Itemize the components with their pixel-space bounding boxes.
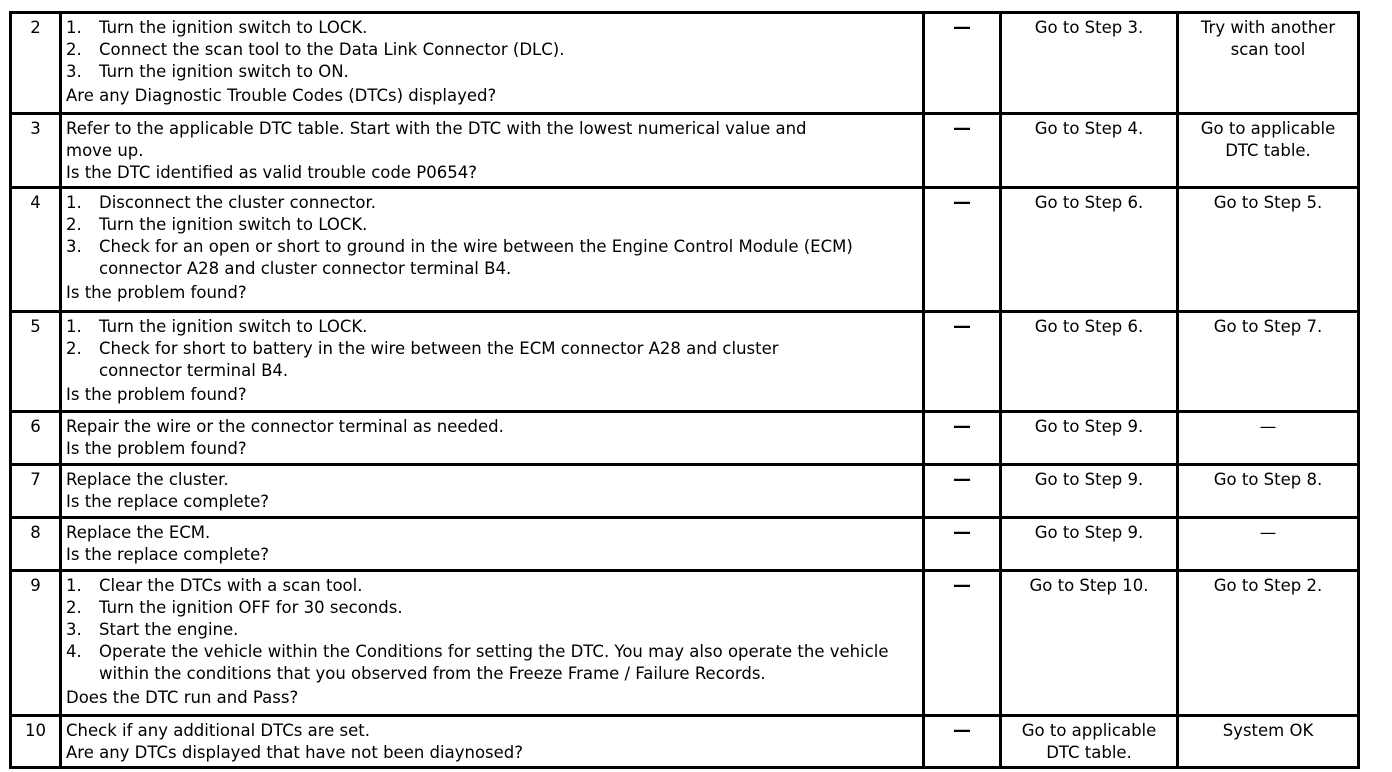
item-text: Turn the ignition switch to LOCK.: [99, 215, 368, 234]
item-text: Clear the DTCs with a scan tool.: [99, 576, 363, 595]
item-number: 1.: [66, 576, 82, 595]
yes-cell: Go to Step 6.: [1001, 312, 1178, 412]
action-text: move up.: [66, 141, 144, 160]
step-number: 2: [11, 13, 61, 114]
action-text: Refer to the applicable DTC table. Start with the DTC with the lowest numerical value and: [66, 119, 807, 138]
action-cell: [61, 312, 924, 412]
action-item: [66, 61, 918, 83]
item-text: Turn the ignition switch to LOCK.: [99, 317, 368, 336]
question-text: Is the replace complete?: [66, 492, 270, 511]
step-number: 4: [11, 188, 61, 312]
action-cell: [61, 13, 924, 114]
table-row: [11, 465, 1359, 518]
action-item: [66, 316, 918, 338]
yes-cell: Go to Step 6.: [1001, 188, 1178, 312]
action-item: [66, 17, 918, 39]
action-item: [66, 192, 918, 214]
table-row: [11, 518, 1359, 571]
yes-cell: Go to Step 9.: [1001, 518, 1178, 571]
no-cell: Go to applicable DTC table.: [1178, 114, 1359, 188]
question-text: Is the problem found?: [66, 385, 247, 404]
table-row: [11, 114, 1359, 188]
item-text: Operate the vehicle within the Conditions for setting the DTC. You may also operate the vehicle within the conditions that you observed from the Freeze Frame / Failure Records.: [99, 642, 889, 683]
no-cell: Go to Step 7.: [1178, 312, 1359, 412]
action-text: Repair the wire or the connector terminal as needed.: [66, 417, 504, 436]
action-cell: [61, 571, 924, 716]
item-number: 1.: [66, 317, 82, 336]
value-cell: —: [924, 716, 1001, 768]
action-text: Replace the ECM.: [66, 523, 211, 542]
item-text: Start the engine.: [99, 620, 239, 639]
action-cell: [61, 716, 924, 768]
step-number: 10: [11, 716, 61, 768]
item-text: Connect the scan tool to the Data Link Connector (DLC).: [99, 40, 565, 59]
table-row: [11, 412, 1359, 465]
item-text: Turn the ignition switch to ON.: [99, 62, 349, 81]
table-row: [11, 716, 1359, 768]
action-cell: [61, 114, 924, 188]
action-item: [66, 597, 918, 619]
no-cell: Go to Step 8.: [1178, 465, 1359, 518]
no-cell: —: [1178, 518, 1359, 571]
question-text: Are any Diagnostic Trouble Codes (DTCs) displayed?: [66, 86, 497, 105]
item-number: 2.: [66, 339, 82, 358]
item-number: 1.: [66, 193, 82, 212]
action-text: Replace the cluster.: [66, 470, 229, 489]
yes-cell: Go to Step 3.: [1001, 13, 1178, 114]
action-item: [66, 575, 918, 597]
step-number: 9: [11, 571, 61, 716]
item-number: 2.: [66, 215, 82, 234]
action-item: [66, 236, 918, 280]
step-number: 3: [11, 114, 61, 188]
value-cell: —: [924, 188, 1001, 312]
action-item: [66, 641, 918, 685]
action-text: Check if any additional DTCs are set.: [66, 721, 370, 740]
diagnostic-steps-table: [9, 11, 1360, 769]
action-item: [66, 619, 918, 641]
question-text: Is the replace complete?: [66, 545, 270, 564]
item-number: 3.: [66, 620, 82, 639]
yes-cell: Go to applicable DTC table.: [1001, 716, 1178, 768]
action-item: [66, 39, 918, 61]
diagnostic-table-page: [9, 11, 1357, 766]
item-number: 4.: [66, 642, 82, 661]
item-text: Check for short to battery in the wire between the ECM connector A28 and cluster connector terminal B4.: [99, 339, 779, 380]
table-row: [11, 13, 1359, 114]
step-number: 7: [11, 465, 61, 518]
value-cell: —: [924, 518, 1001, 571]
value-cell: —: [924, 571, 1001, 716]
value-cell: —: [924, 465, 1001, 518]
no-cell: —: [1178, 412, 1359, 465]
table-row: [11, 312, 1359, 412]
action-cell: [61, 188, 924, 312]
yes-cell: Go to Step 10.: [1001, 571, 1178, 716]
step-number: 5: [11, 312, 61, 412]
value-cell: —: [924, 412, 1001, 465]
yes-cell: Go to Step 9.: [1001, 465, 1178, 518]
question-text: Does the DTC run and Pass?: [66, 688, 299, 707]
no-cell: Go to Step 2.: [1178, 571, 1359, 716]
question-text: Is the problem found?: [66, 283, 247, 302]
item-number: 3.: [66, 62, 82, 81]
item-text: Turn the ignition OFF for 30 seconds.: [99, 598, 403, 617]
action-cell: [61, 518, 924, 571]
table-row: [11, 571, 1359, 716]
item-number: 3.: [66, 237, 82, 256]
action-cell: [61, 412, 924, 465]
item-number: 1.: [66, 18, 82, 37]
item-text: Disconnect the cluster connector.: [99, 193, 376, 212]
action-cell: [61, 465, 924, 518]
question-text: Are any DTCs displayed that have not been diaynosed?: [66, 743, 524, 762]
table-body: [11, 13, 1359, 768]
step-number: 6: [11, 412, 61, 465]
table-row: [11, 188, 1359, 312]
item-text: Check for an open or short to ground in the wire between the Engine Control Module (ECM) connector A28 and cluster connector terminal B4.: [99, 237, 853, 278]
item-text: Turn the ignition switch to LOCK.: [99, 18, 368, 37]
value-cell: —: [924, 114, 1001, 188]
question-text: Is the problem found?: [66, 439, 247, 458]
no-cell: System OK: [1178, 716, 1359, 768]
yes-cell: Go to Step 4.: [1001, 114, 1178, 188]
no-cell: Go to Step 5.: [1178, 188, 1359, 312]
step-number: 8: [11, 518, 61, 571]
action-item: [66, 338, 918, 382]
item-number: 2.: [66, 598, 82, 617]
question-text: Is the DTC identified as valid trouble code P0654?: [66, 163, 477, 182]
item-number: 2.: [66, 40, 82, 59]
action-item: [66, 214, 918, 236]
value-cell: —: [924, 312, 1001, 412]
value-cell: —: [924, 13, 1001, 114]
no-cell: Try with another scan tool: [1178, 13, 1359, 114]
yes-cell: Go to Step 9.: [1001, 412, 1178, 465]
